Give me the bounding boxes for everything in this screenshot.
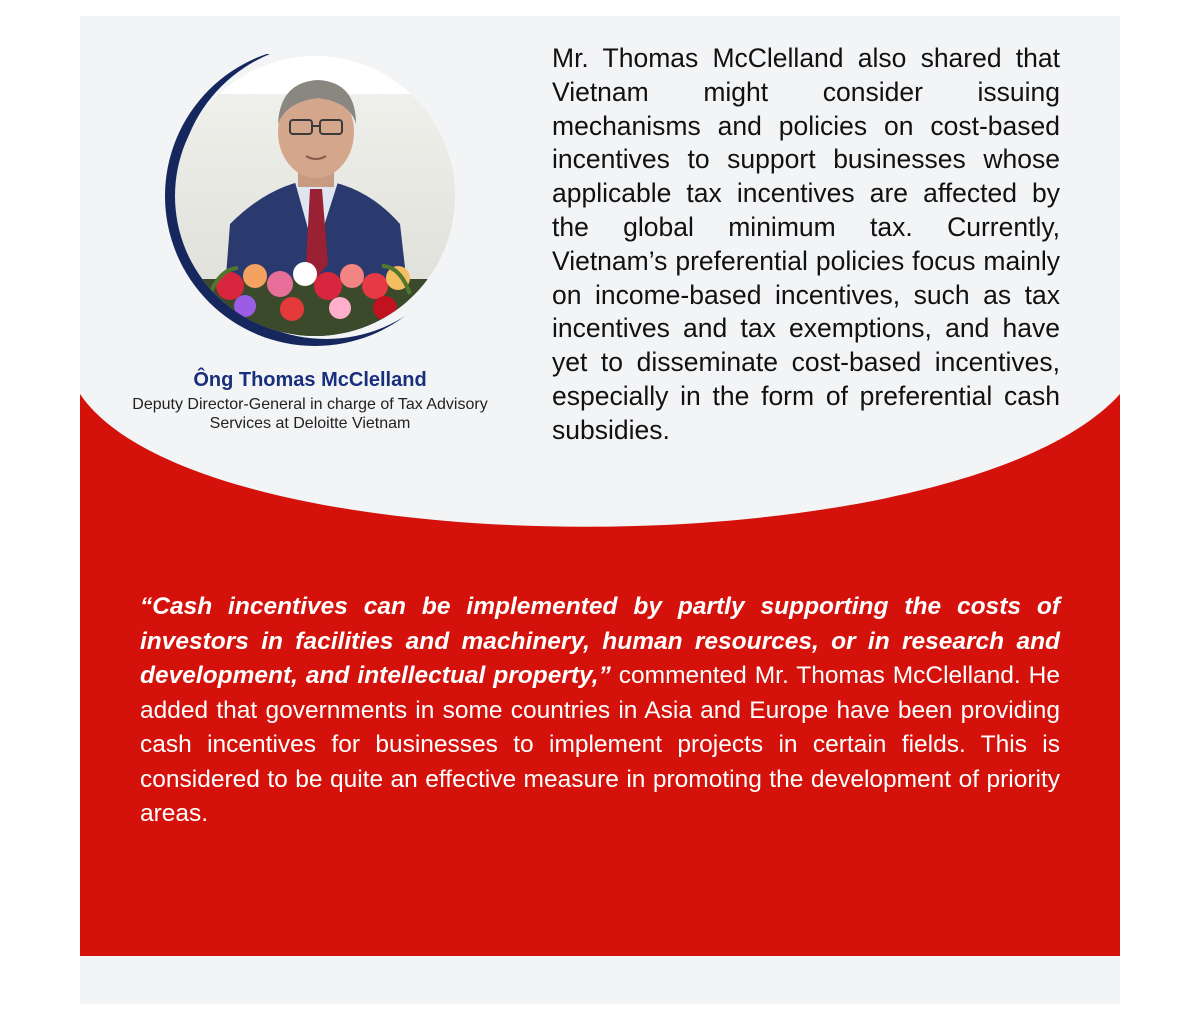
quote-followup-text: commented Mr. Thomas McClelland. He added that governments in some countries in Asia and Europe have been providing cash incentives for businesses to implement projects in certain fields. This is considered to be quite an effective measure in promoting the development of priority areas.: [140, 662, 1060, 827]
speaker-name: Ông Thomas McClelland: [193, 369, 427, 391]
quote-text: “Cash incentives can be implemented by partly supporting the costs of investors in facilities and machinery, human resources, or in research and development, and intellectual property,”: [140, 593, 1060, 689]
article-card: [80, 16, 1120, 1004]
intro-paragraph: Mr. Thomas McClelland also shared that Vietnam might consider issuing mechanisms and policies on cost-based incentives to support businesses whose applicable tax incentives are affected by the global minimum tax. Currently, Vietnam’s preferential policies focus mainly on income-based incentives, such as tax incentives and tax exemptions, and have yet to disseminate cost-based incentives, especially in the form of preferential cash subsidies.: [552, 43, 1060, 445]
speaker-role: Deputy Director-General in charge of Tax Advisory Services at Deloitte Vietnam: [132, 396, 488, 432]
speaker-portrait: [160, 54, 460, 354]
quote-paragraph: [140, 590, 1060, 832]
speaker-caption: [110, 367, 510, 433]
